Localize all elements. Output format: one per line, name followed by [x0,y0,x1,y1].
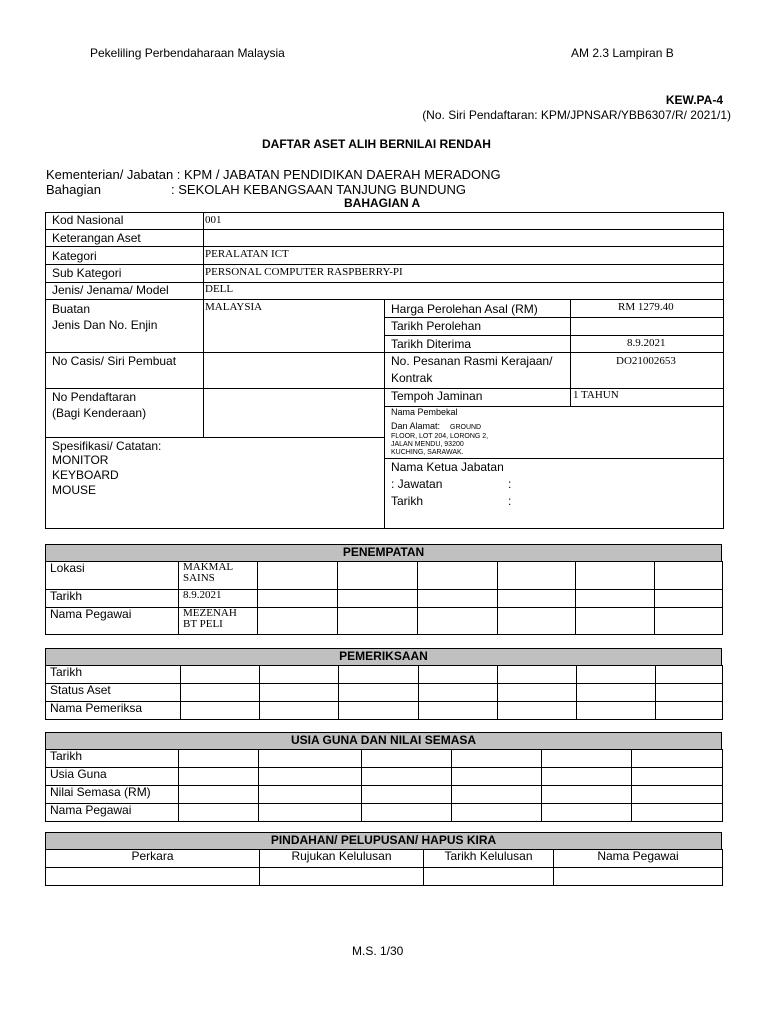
usia-table [45,749,723,822]
kod-nasional-label: Kod Nasional [52,213,124,227]
keterangan-label: Keterangan Aset [52,231,141,245]
form-code: KEW.PA-4 [665,93,723,107]
page-number: M.S. 1/30 [352,944,404,958]
buatan-label: Buatan [52,302,91,316]
row-label: Nilai Semasa (RM) [46,786,179,804]
table-row [46,684,723,702]
jawatan-colon: : [508,477,512,491]
spesifikasi-item: MONITOR [52,453,109,467]
sub-kategori-value: PERSONAL COMPUTER RASPBERRY-PI [205,266,403,278]
pembekal-alamat-line: KUCHING, SARAWAK. [391,449,464,456]
buatan-value: MALAYSIA [205,301,263,313]
pembekal-alamat-line: GROUND [450,424,482,431]
pesanan-label-1: No. Pesanan Rasmi Kerajaan/ [391,354,553,368]
tarikh-colon: : [508,494,512,508]
jenis-label: Jenis/ Jenama/ Model [52,283,169,297]
pemeriksaan-table [45,665,723,720]
row-label: Status Aset [46,684,181,702]
tarikh-diterima-value: 8.9.2021 [627,337,666,349]
pembekal-label: Nama Pembekal [391,407,458,417]
table-row [46,850,723,868]
serial-number: (No. Siri Pendaftaran: KPM/JPNSAR/YBB6307/R/ 2021/1) [422,108,731,122]
row-label: Usia Guna [46,768,179,786]
table-row [46,702,723,720]
harga-value: RM 1279.40 [618,301,674,313]
usia-header: USIA GUNA DAN NILAI SEMASA [45,732,722,750]
jenis-value: DELL [205,283,234,295]
pesanan-label-2: Kontrak [391,371,433,385]
enjin-label: Jenis Dan No. Enjin [52,318,158,332]
pembekal-alamat-line: JALAN MENDU, 93200 [391,441,464,448]
jaminan-label: Tempoh Jaminan [391,389,483,403]
row-label: Nama Pegawai [46,608,179,635]
kod-nasional-value: 001 [205,214,222,226]
pembekal-alamat-line: FLOOR, LOT 204, LORONG 2, [391,433,489,440]
kementerian-line: Kementerian/ Jabatan : KPM / JABATAN PENDIDIKAN DAERAH MERADONG [46,167,501,182]
cell-value: MAKMAL SAINS [179,562,258,590]
table-row [46,590,723,608]
table-row [46,768,723,786]
form-title: DAFTAR ASET ALIH BERNILAI RENDAH [262,137,491,151]
table-row [46,666,723,684]
harga-label: Harga Perolehan Asal (RM) [391,302,538,316]
row-label: Nama Pemeriksa [46,702,181,720]
tarikh-label: Tarikh [391,494,424,508]
tarikh-perolehan-label: Tarikh Perolehan [391,319,482,333]
spesifikasi-item: MOUSE [52,483,97,497]
pesanan-value: DO21002653 [616,355,676,367]
pindahan-header: PINDAHAN/ PELUPUSAN/ HAPUS KIRA [45,832,722,850]
column-header: Rujukan Kelulusan [260,850,424,868]
sub-kategori-label: Sub Kategori [52,266,122,280]
kategori-value: PERALATAN ICT [205,248,289,260]
cell-value: MEZENAH BT PELI [179,608,258,635]
bahagian-label: Bahagian [46,182,101,197]
table-row [46,608,723,635]
table-row [46,786,723,804]
penempatan-table [45,561,723,635]
ketua-jabatan-label: Nama Ketua Jabatan [391,460,504,474]
kategori-label: Kategori [52,249,97,263]
row-label: Tarikh [46,750,179,768]
column-header: Nama Pegawai [554,850,723,868]
spesifikasi-label: Spesifikasi/ Catatan: [52,439,162,453]
pendaftaran-label-2: (Bagi Kenderaan) [52,406,147,420]
row-label: Tarikh [46,666,181,684]
casis-label: No Casis/ Siri Pembuat [52,354,177,368]
bahagian-value: : SEKOLAH KEBANGSAAN TANJUNG BUNDUNG [171,182,466,197]
table-row [46,804,723,822]
pembekal-alamat-label: Dan Alamat: [391,421,441,431]
table-row [46,750,723,768]
header-right: AM 2.3 Lampiran B [571,46,674,60]
cell-value: 8.9.2021 [179,590,258,608]
penempatan-header: PENEMPATAN [45,544,722,562]
section-a-title: BAHAGIAN A [344,196,421,210]
header-left: Pekeliling Perbendaharaan Malaysia [90,46,285,60]
spesifikasi-item: KEYBOARD [52,468,119,482]
row-label: Tarikh [46,590,179,608]
row-label: Lokasi [46,562,179,590]
pindahan-table [45,849,723,886]
tarikh-diterima-label: Tarikh Diterima [391,337,472,351]
column-header: Tarikh Kelulusan [424,850,554,868]
column-header: Perkara [46,850,260,868]
row-label: Nama Pegawai [46,804,179,822]
jawatan-label: : Jawatan [391,477,443,491]
pemeriksaan-header: PEMERIKSAAN [45,648,722,666]
table-row [46,868,723,886]
table-row [46,562,723,590]
pendaftaran-label-1: No Pendaftaran [52,390,137,404]
jaminan-value: 1 TAHUN [573,389,619,401]
